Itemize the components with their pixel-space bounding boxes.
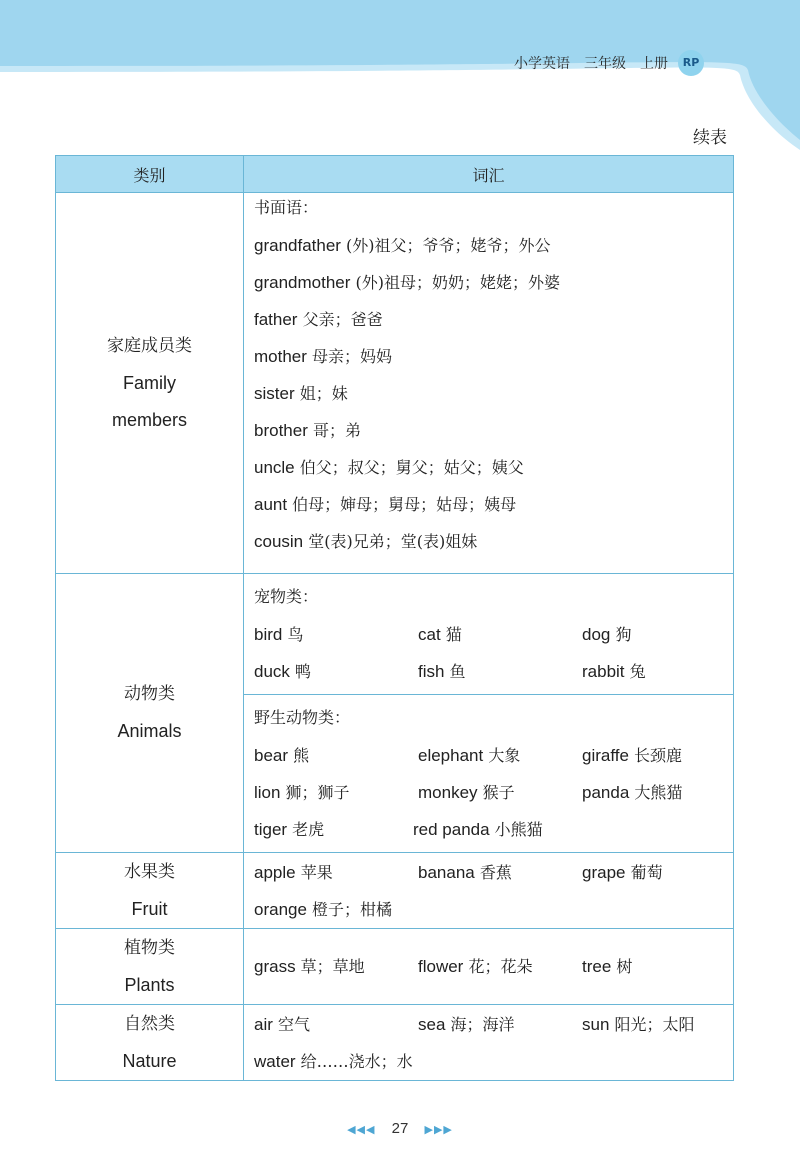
word-entry: father 父亲；爸爸	[254, 310, 383, 329]
table-row-animals	[56, 574, 734, 853]
category-animals	[56, 574, 244, 853]
vocab-plants	[244, 929, 734, 1005]
word-row	[244, 1043, 733, 1080]
section-heading: 野生动物类：	[254, 708, 351, 727]
prev-page-arrows-icon[interactable]: ◀◀◀	[347, 1124, 376, 1136]
word-entry: brother 哥；弟	[254, 421, 361, 440]
word-row	[244, 811, 733, 848]
word-entry: bird 鸟	[254, 625, 304, 644]
category-en: Animals	[117, 721, 182, 741]
word-entry: panda 大熊猫	[582, 783, 683, 802]
word-entry: tree 树	[582, 957, 633, 976]
word-row	[244, 854, 733, 891]
word-row	[244, 774, 733, 811]
category-cn: 家庭成员类	[107, 335, 192, 356]
word-entry: fish 鱼	[418, 662, 466, 681]
word-entry: orange 橙子；柑橘	[254, 899, 393, 919]
category-cn: 动物类	[124, 684, 175, 704]
word-entry: grandfather (外)祖父；爷爷；姥爷；外公	[254, 236, 551, 255]
section-heading: 书面语：	[254, 198, 319, 217]
book-subject: 小学英语	[514, 56, 570, 72]
vocab-family	[244, 193, 734, 574]
subsection-pets	[244, 574, 733, 694]
next-page-arrows-icon[interactable]: ▶▶▶	[424, 1124, 453, 1136]
category-cn: 水果类	[124, 861, 175, 882]
word-row	[244, 653, 733, 690]
header-category: 类别	[56, 156, 244, 193]
word-entry: giraffe 长颈鹿	[582, 746, 683, 765]
word-entry: aunt 伯母；婶母；舅母；姑母；姨母	[254, 495, 517, 514]
word-entry: monkey 猴子	[418, 783, 515, 802]
table-row-nature	[56, 1005, 734, 1081]
word-row	[244, 948, 733, 985]
vocab-animals	[244, 574, 734, 853]
word-entry: sister 姐；妹	[254, 384, 348, 403]
category-en: Family	[123, 372, 176, 393]
word-entry: elephant 大象	[418, 746, 521, 765]
word-entry: sun 阳光；太阳	[582, 1014, 695, 1034]
word-entry: grape 葡萄	[582, 862, 663, 882]
header-vocabulary: 词汇	[244, 156, 734, 193]
page-number: 27	[391, 1120, 409, 1137]
book-volume: 上册	[640, 56, 668, 72]
word-entry: bear 熊	[254, 746, 310, 765]
subsection-wild-animals	[244, 694, 733, 852]
word-entry: tiger 老虎	[254, 820, 325, 839]
word-entry: air 空气	[254, 1014, 310, 1034]
category-en: members	[111, 409, 187, 430]
word-entry: rabbit 兔	[582, 662, 646, 681]
word-entry: red panda 小熊猫	[413, 820, 543, 839]
page-footer	[0, 1120, 800, 1137]
word-entry: mother 母亲；妈妈	[254, 347, 393, 366]
category-plants	[56, 929, 244, 1005]
word-row	[244, 1006, 733, 1043]
word-row	[244, 616, 733, 653]
category-family	[56, 193, 244, 574]
word-entry: cat 猫	[418, 625, 462, 644]
table-row-plants	[56, 929, 734, 1005]
vocabulary-table	[55, 155, 734, 1081]
word-entry: sea 海；海洋	[418, 1014, 515, 1034]
category-fruit	[56, 853, 244, 929]
table-row-family	[56, 193, 734, 574]
word-entry: cousin 堂(表)兄弟；堂(表)姐妹	[254, 532, 478, 551]
word-entry: grass 草；草地	[254, 957, 365, 976]
word-entry: water 给……浇水；水	[254, 1051, 413, 1071]
category-cn: 植物类	[124, 937, 175, 958]
category-cn: 自然类	[124, 1013, 175, 1034]
word-row	[244, 737, 733, 774]
word-entry: uncle 伯父；叔父；舅父；姑父；姨父	[254, 458, 524, 477]
section-heading: 宠物类：	[254, 587, 319, 606]
category-en: Plants	[124, 974, 175, 995]
table-row-fruit	[56, 853, 734, 929]
category-nature	[56, 1005, 244, 1081]
word-row	[244, 891, 733, 928]
word-entry: grandmother (外)祖母；奶奶；姥姥；外婆	[254, 273, 560, 292]
word-entry: banana 香蕉	[418, 862, 512, 882]
word-entry: flower 花；花朵	[418, 957, 533, 976]
vocab-fruit	[244, 853, 734, 929]
category-en: Nature	[122, 1050, 177, 1071]
vocab-nature	[244, 1005, 734, 1081]
word-entry: lion 狮；狮子	[254, 783, 350, 802]
word-entry: duck 鸭	[254, 662, 312, 681]
category-en: Fruit	[131, 898, 168, 919]
book-info	[514, 50, 718, 76]
book-grade: 三年级	[584, 56, 626, 72]
word-entry: dog 狗	[582, 625, 632, 644]
continued-label: 续表	[693, 128, 727, 148]
word-entry: apple 苹果	[254, 862, 333, 882]
publisher-badge: RP	[678, 50, 704, 76]
table-header-row	[56, 156, 734, 193]
